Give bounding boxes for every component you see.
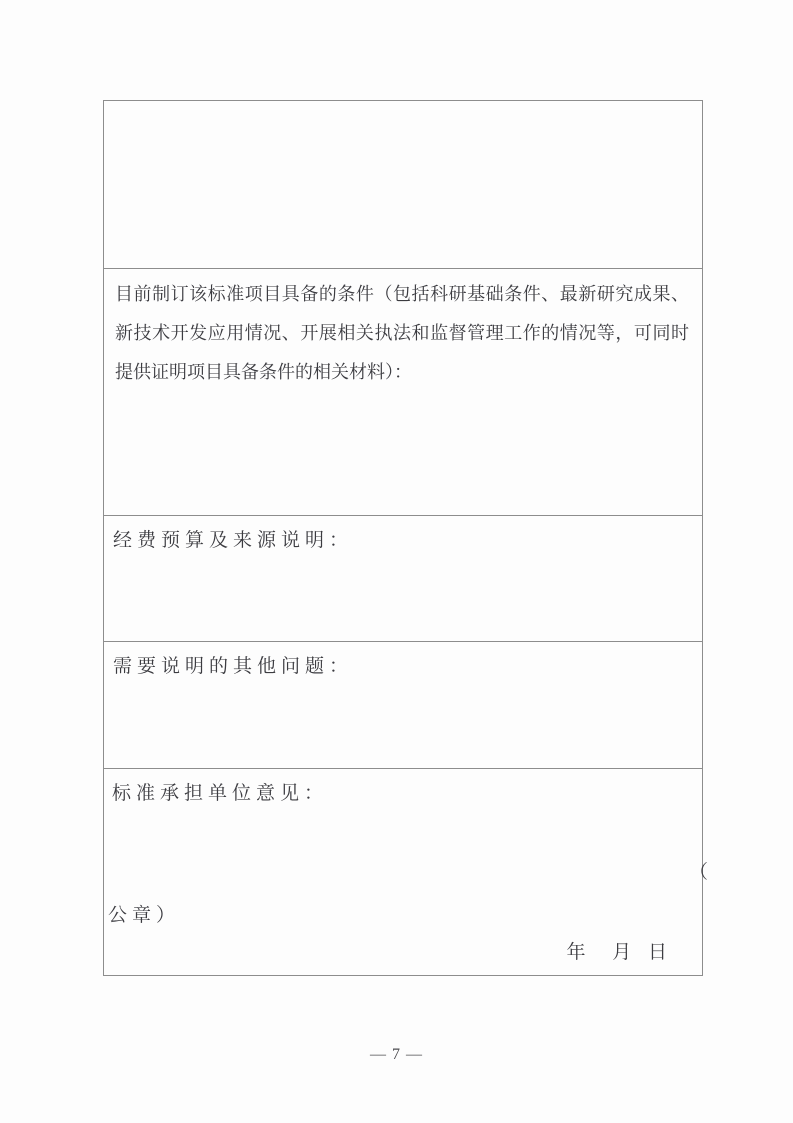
conditions-text-line: 目前制订该标准项目具备的条件（包括科研基础条件、最新研究成果、	[115, 284, 689, 304]
conditions-text-line: 新技术开发应用情况、开展相关执法和监督管理工作的情况等，可同时	[115, 323, 689, 343]
page-number: — 7 —	[370, 1046, 423, 1063]
empty-cell	[104, 101, 702, 268]
conditions-cell	[104, 268, 702, 515]
date-year-label: 年	[566, 942, 586, 963]
date-line	[566, 934, 667, 972]
budget-label: 经费预算及来源说明：	[113, 530, 354, 551]
seal-text: 公章）	[108, 905, 181, 926]
seal-open-paren: （	[689, 862, 709, 883]
date-month-label: 月	[612, 942, 632, 963]
budget-cell	[104, 515, 702, 641]
opinion-cell	[104, 768, 709, 975]
date-day-label: 日	[647, 942, 667, 963]
conditions-text-line: 提供证明项目具备条件的相关材料）：	[115, 362, 412, 382]
opinion-label: 标准承担单位意见：	[112, 783, 329, 804]
other-issues-cell	[104, 641, 702, 768]
application-form-table	[103, 100, 709, 976]
other-issues-label: 需要说明的其他问题：	[113, 656, 354, 677]
